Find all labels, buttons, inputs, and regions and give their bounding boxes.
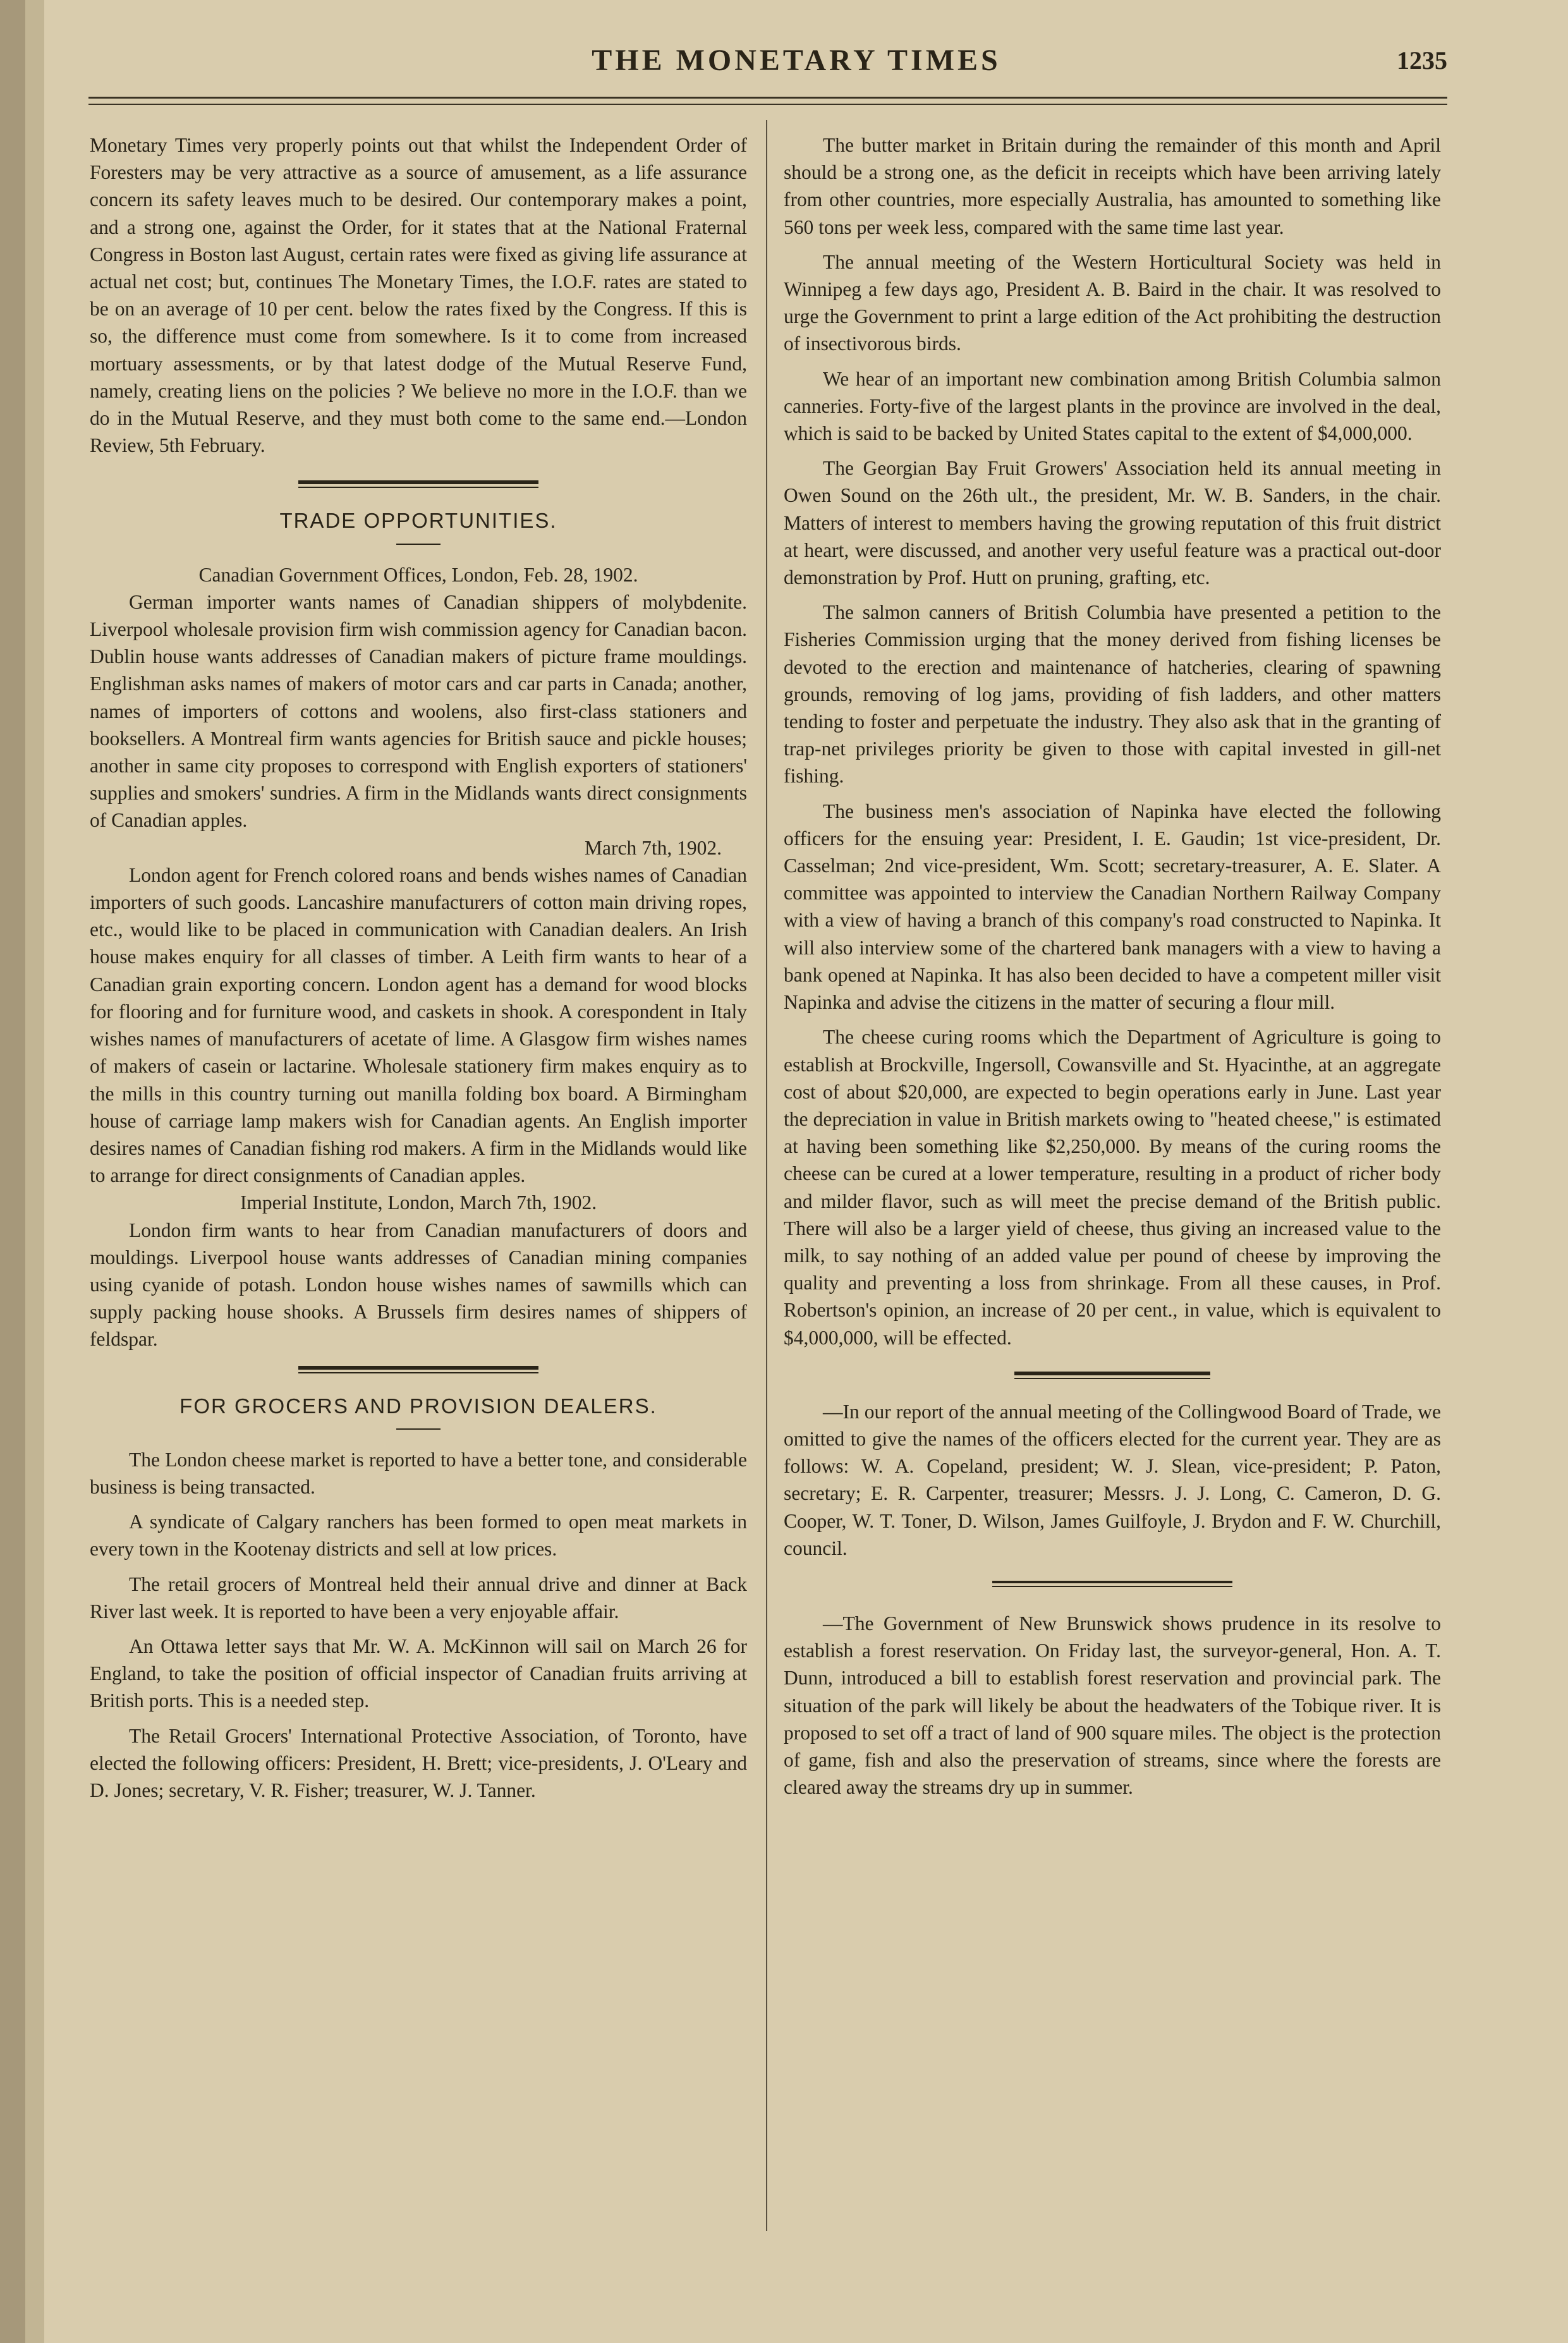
section-divider <box>784 1372 1441 1379</box>
section-divider <box>90 1366 747 1373</box>
section-divider <box>90 480 747 488</box>
dateline: March 7th, 1902. <box>585 836 722 859</box>
article-paragraph: The London cheese market is reported to have a better tone, and considerable business is being transacted. <box>90 1448 747 1498</box>
section-heading: FOR GROCERS AND PROVISION DEALERS. <box>179 1394 657 1418</box>
dateline: Imperial Institute, London, March 7th, 1902. <box>240 1191 597 1214</box>
right-column <box>784 131 1441 1801</box>
article-paragraph: —The Government of New Brunswick shows prudence in its resolve to establish a forest reservation. On Friday last, the surveyor-general, Hon. A. T. Dunn, introduced a bill to establish forest reservation and provincial park. The situation of the park will likely be about the headwaters of the Tobique river. It is proposed to set off a tract of land of 900 square miles. The object is the protection of game, fish and also the preservation of streams, since where the forests are cleared away the streams dry up in summer. <box>784 1612 1441 1799</box>
header-rule-thin <box>88 104 1447 105</box>
page-number: 1235 <box>1397 46 1447 75</box>
article-paragraph: The Retail Grocers' International Protective Association, of Toronto, have elected the following officers: President, H. Brett; vice-presidents, J. O'Leary and D. Jones; secretary, V. R. Fisher; treasurer, W. J. Tanner. <box>90 1724 747 1801</box>
article-paragraph: The salmon canners of British Columbia have presented a petition to the Fisheries Commission urging that the money derived from fishing licenses be devoted to the erection and maintenance of hatcheries, clearing of spawning grounds, removing of log jams, providing of fish ladders, and other matters tending to foster and perpetuate the industry. They also ask that in the granting of trap-net privileges priority be given to those with capital invested in gill-net fishing. <box>784 601 1441 788</box>
short-rule <box>396 544 441 545</box>
article-paragraph: A syndicate of Calgary ranchers has been formed to open meat markets in every town in the Kootenay districts and sell at low prices. <box>90 1511 747 1561</box>
left-column <box>90 131 747 1804</box>
article-paragraph: The retail grocers of Montreal held their annual drive and dinner at Back River last week. It is reported to have been a very enjoyable affair. <box>90 1573 747 1622</box>
article-paragraph: Monetary Times very properly points out that whilst the Independent Order of Foresters may be very attractive as a source of amusement, as a life assurance concern its safety leaves much to be desired. Our contemporary makes a point, and a strong one, against the Order, for it states that at the National Fraternal Congress in Boston last August, certain rates were fixed as giving life assurance at actual net cost; but, continues The Monetary Times, the I.O.F. rates are stated to be on an average of 10 per cent. below the rates fixed by the Congress. If this is so, the difference must come from somewhere. Is it to come from increased mortuary assessments, or by that latest dodge of the Mutual Reserve Fund, namely, creating liens on the policies ? We believe no more in the I.O.F. than we do in the Mutual Reserve, and they must both come to the same end.—London Review, 5th February. <box>90 134 747 457</box>
dateline: Canadian Government Offices, London, Feb. 28, 1902. <box>198 563 638 586</box>
article-paragraph: The butter market in Britain during the remainder of this month and April should be a strong one, as the deficit in receipts which have been arriving lately from other countries, more especially Australia, has amounted to something like 560 tons per week less, compared with the same time last year. <box>784 134 1441 238</box>
article-paragraph: German importer wants names of Canadian shippers of molybdenite. Liverpool wholesale provision firm wish commission agency for Canadian bacon. Dublin house wants addresses of Canadian makers of picture frame mouldings. Englishman asks names of makers of motor cars and car parts in Canada; another, names of importers of cottons and woolens, also first-class stationers and booksellers. A Montreal firm wants agencies for British sauce and pickle houses; another in same city proposes to correspond with English exporters of stationers' supplies and smokers' sundries. A firm in the Midlands wants direct consignments of Canadian apples. <box>90 590 747 832</box>
section-heading: TRADE OPPORTUNITIES. <box>279 509 557 533</box>
article-paragraph: An Ottawa letter says that Mr. W. A. McKinnon will sail on March 26 for England, to take the position of official inspector of Canadian fruits arriving at British ports. This is a needed step. <box>90 1634 747 1712</box>
article-paragraph: The Georgian Bay Fruit Growers' Association held its annual meeting in Owen Sound on the 26th ult., the president, Mr. W. B. Sanders, in the chair. Matters of interest to members having the growing reputation of this fruit district at heart, were discussed, and another very useful feature was a practical out-door demonstration by Prof. Hutt on pruning, grafting, etc. <box>784 457 1441 589</box>
article-paragraph: London agent for French colored roans and bends wishes names of Canadian importers of such goods. Lancashire manufacturers of cotton main driving ropes, etc., would like to be placed in communication with Canadian dealers. An Irish house makes enquiry for all classes of timber. A Leith firm wants to hear of a Canadian grain exporting concern. London agent has a demand for wood blocks for flooring and for furniture wood, and caskets in shook. A corespondent in Italy wishes names of manufacturers of acetate of lime. A Glasgow firm wishes names of makers of casein or lactarine. Wholesale stationery firm makes enquiry as to the mills in this country turning out manilla folding box board. A Birmingham house of carriage lamp makers wish for Canadian agents. An English importer desires names of Canadian fishing rod makers. A firm in the Midlands would like to arrange for direct consignments of Canadian apples. <box>90 863 747 1187</box>
short-rule <box>396 1428 441 1430</box>
section-divider <box>784 1581 1441 1587</box>
article-paragraph: The business men's association of Napinka have elected the following officers for the ensuing year: President, I. E. Gaudin; 1st vice-president, Dr. Casselman; 2nd vice-president, Wm. Scott; secretary-treasurer, A. E. Slater. A committee was appointed to interview the Canadian Northern Railway Company with a view of having a branch of this company's road constructed to Napinka. It will also interview some of the chartered bank managers with a view to having a bank opened at Napinka. It has also been decided to have a competent miller visit Napinka and advise the citizens in the matter of securing a flour mill. <box>784 800 1441 1014</box>
article-paragraph: —In our report of the annual meeting of the Collingwood Board of Trade, we omitted to give the names of the officers elected for the current year. They are as follows: W. A. Copeland, president; W. J. Slean, vice-president; P. Paton, secretary; E. R. Carpenter, treasurer; Messrs. J. J. Long, C. Cameron, D. G. Cooper, W. T. Toner, D. Wilson, James Guilfoyle, J. Brydon and F. W. Churchill, council. <box>784 1400 1441 1559</box>
article-paragraph: The cheese curing rooms which the Department of Agriculture is going to establish at Brockville, Ingersoll, Cowansville and St. Hyacinthe, at an aggregate cost of about $20,000, are expected to begin operations early in June. Last year the depreciation in value in British markets owing to "heated cheese," is estimated at having been something like $2,250,000. By means of the curing rooms the cheese can be cured at a lower temperature, resulting in a product of richer body and milder flavor, such as will meet the precise demand of the British public. There will also be a larger yield of cheese, thus giving an increased value to the milk, to say nothing of an added value per pound of cheese by improving the quality and preventing a loss from shrinkage. From all these causes, in Prof. Robertson's opinion, an increase of 20 per cent., in value, which is equivalent to $4,000,000, will be effected. <box>784 1026 1441 1349</box>
journal-title: THE MONETARY TIMES <box>592 44 1001 77</box>
article-paragraph: The annual meeting of the Western Horticultural Society was held in Winnipeg a few days ago, President A. B. Baird in the chair. It was resolved to urge the Government to print a large edition of the Act prohibiting the destruction of insectivorous birds. <box>784 250 1441 355</box>
article-paragraph: We hear of an important new combination among British Columbia salmon canneries. Forty-five of the largest plants in the province are involved in the deal, which is said to be backed by United States capital to the extent of $4,000,000. <box>784 367 1441 445</box>
column-divider <box>766 120 767 2231</box>
binding-edge <box>25 0 44 2343</box>
header-rule-thick <box>88 97 1447 99</box>
running-head <box>88 43 1447 87</box>
binding-shadow <box>0 0 25 2343</box>
article-paragraph: London firm wants to hear from Canadian manufacturers of doors and mouldings. Liverpool house wants addresses of Canadian mining companies using cyanide of potash. London house wishes names of sawmills which can supply packing house shooks. A Brussels firm desires names of shippers of feldspar. <box>90 1219 747 1351</box>
